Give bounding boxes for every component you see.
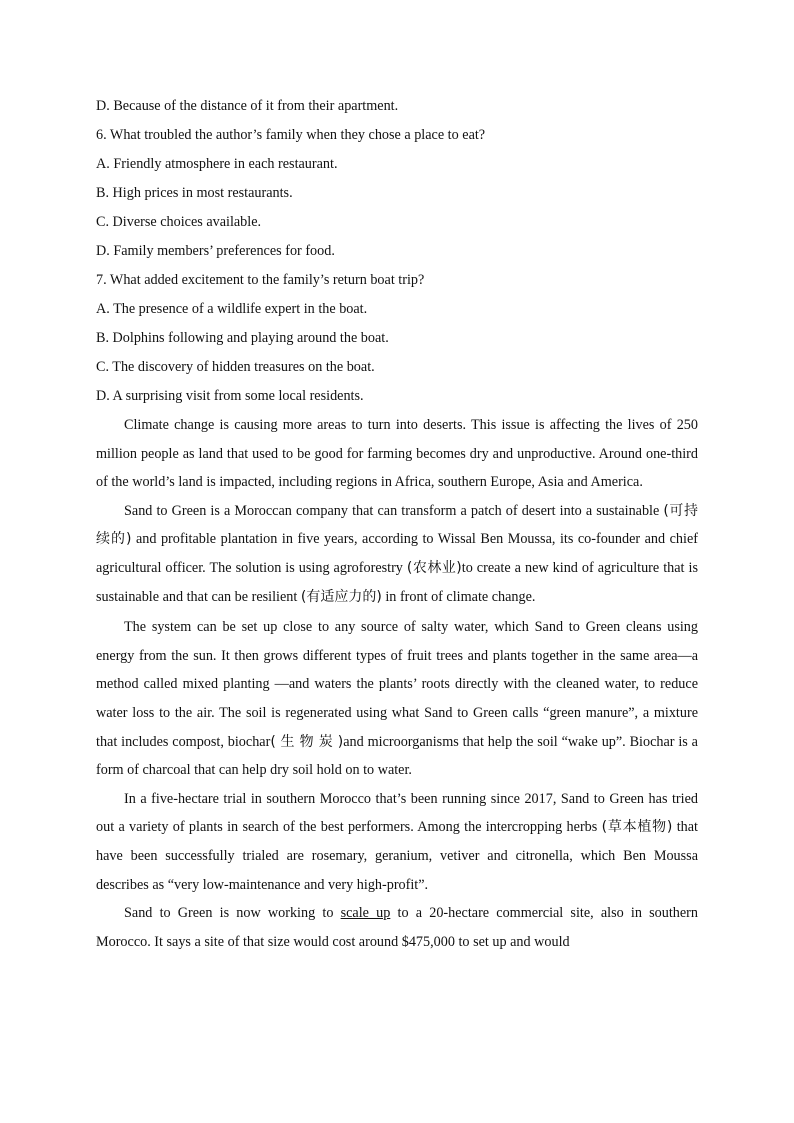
p5-text-a: Sand to Green is now working to: [124, 905, 341, 922]
passage-paragraph-4: [96, 785, 698, 899]
p4-text-a: In a five-hectare trial in southern Morocco that’s been running since 2017, Sand to Green has tried out a variety of plants in search of the best performers. Among the intercropping herbs: [96, 790, 698, 836]
passage-paragraph-3: [96, 613, 698, 785]
p4-text-b: that have been successfully trialed are rosemary, geranium, vetiver and citronella, which Ben Moussa describes as “very low-maintenance and very high-profit”.: [96, 819, 698, 893]
passage-paragraph-5: [96, 899, 698, 956]
passage-paragraph-2: [96, 497, 698, 611]
q7-option-b: B. Dolphins following and playing around the boat.: [96, 330, 389, 346]
p3-gloss-biochar: ( 生 物 炭 ): [270, 733, 344, 750]
p2-gloss-sustainable: (可持续的): [96, 502, 698, 548]
q6-option-c: C. Diverse choices available.: [96, 214, 262, 230]
p3-text-a: The system can be set up close to any source of salty water, which Sand to Green cleans using energy from the sun. It then grows different types of fruit trees and plants together in the same area—a method called mixed planting —and waters the plants’ roots directly with the cleaned water, to reduce water loss to the air. The soil is regenerated using what Sand to Green calls “green manure”, a mixture that includes compost, biochar: [96, 619, 698, 750]
p5-underlined-phrase: scale up: [340, 905, 391, 922]
p2-gloss-agroforestry: (农林业): [406, 559, 462, 576]
q6-option-d: D. Family members’ preferences for food.: [96, 243, 335, 259]
document-page: [96, 92, 698, 956]
p2-text-a: Sand to Green is a Moroccan company that can transform a patch of desert into a sustainable: [124, 502, 664, 519]
p3-text-b: and microorganisms that help the soil “wake up”. Biochar is a form of charcoal that can help dry soil hold on to water.: [96, 733, 698, 779]
p4-gloss-herbs: (草本植物): [601, 819, 673, 836]
q6-option-b: B. High prices in most restaurants.: [96, 185, 293, 201]
passage-paragraph-1: Climate change is causing more areas to turn into deserts. This issue is affecting the lives of 250 million people as land that used to be good for farming becomes dry and unproductive. Around one-third of the world’s land is impacted, including regions in Africa, southern Europe, Asia and America.: [96, 417, 698, 491]
q7-option-c: C. The discovery of hidden treasures on the boat.: [96, 359, 375, 375]
p2-text-c: to create a new kind of agriculture that is sustainable and that can be resilient: [96, 559, 698, 605]
p2-gloss-resilient: (有适应力的): [300, 588, 382, 605]
q7-option-a: A. The presence of a wildlife expert in the boat.: [96, 301, 368, 317]
p5-text-b: to a 20-hectare commercial site, also in southern Morocco. It says a site of that size would cost around $475,000 to set up and would: [96, 905, 698, 950]
q7-option-d: D. A surprising visit from some local residents.: [96, 388, 364, 404]
q6-option-a: A. Friendly atmosphere in each restaurant.: [96, 156, 338, 172]
q5-option-d: D. Because of the distance of it from their apartment.: [96, 98, 399, 114]
q6-stem: 6. What troubled the author’s family when they chose a place to eat?: [96, 127, 486, 143]
p2-text-b: and profitable plantation in five years, according to Wissal Ben Moussa, its co-founder and chief agricultural officer. The solution is using agroforestry: [96, 531, 698, 576]
p2-text-d: in front of climate change.: [381, 588, 536, 605]
q7-stem: 7. What added excitement to the family’s return boat trip?: [96, 272, 425, 288]
